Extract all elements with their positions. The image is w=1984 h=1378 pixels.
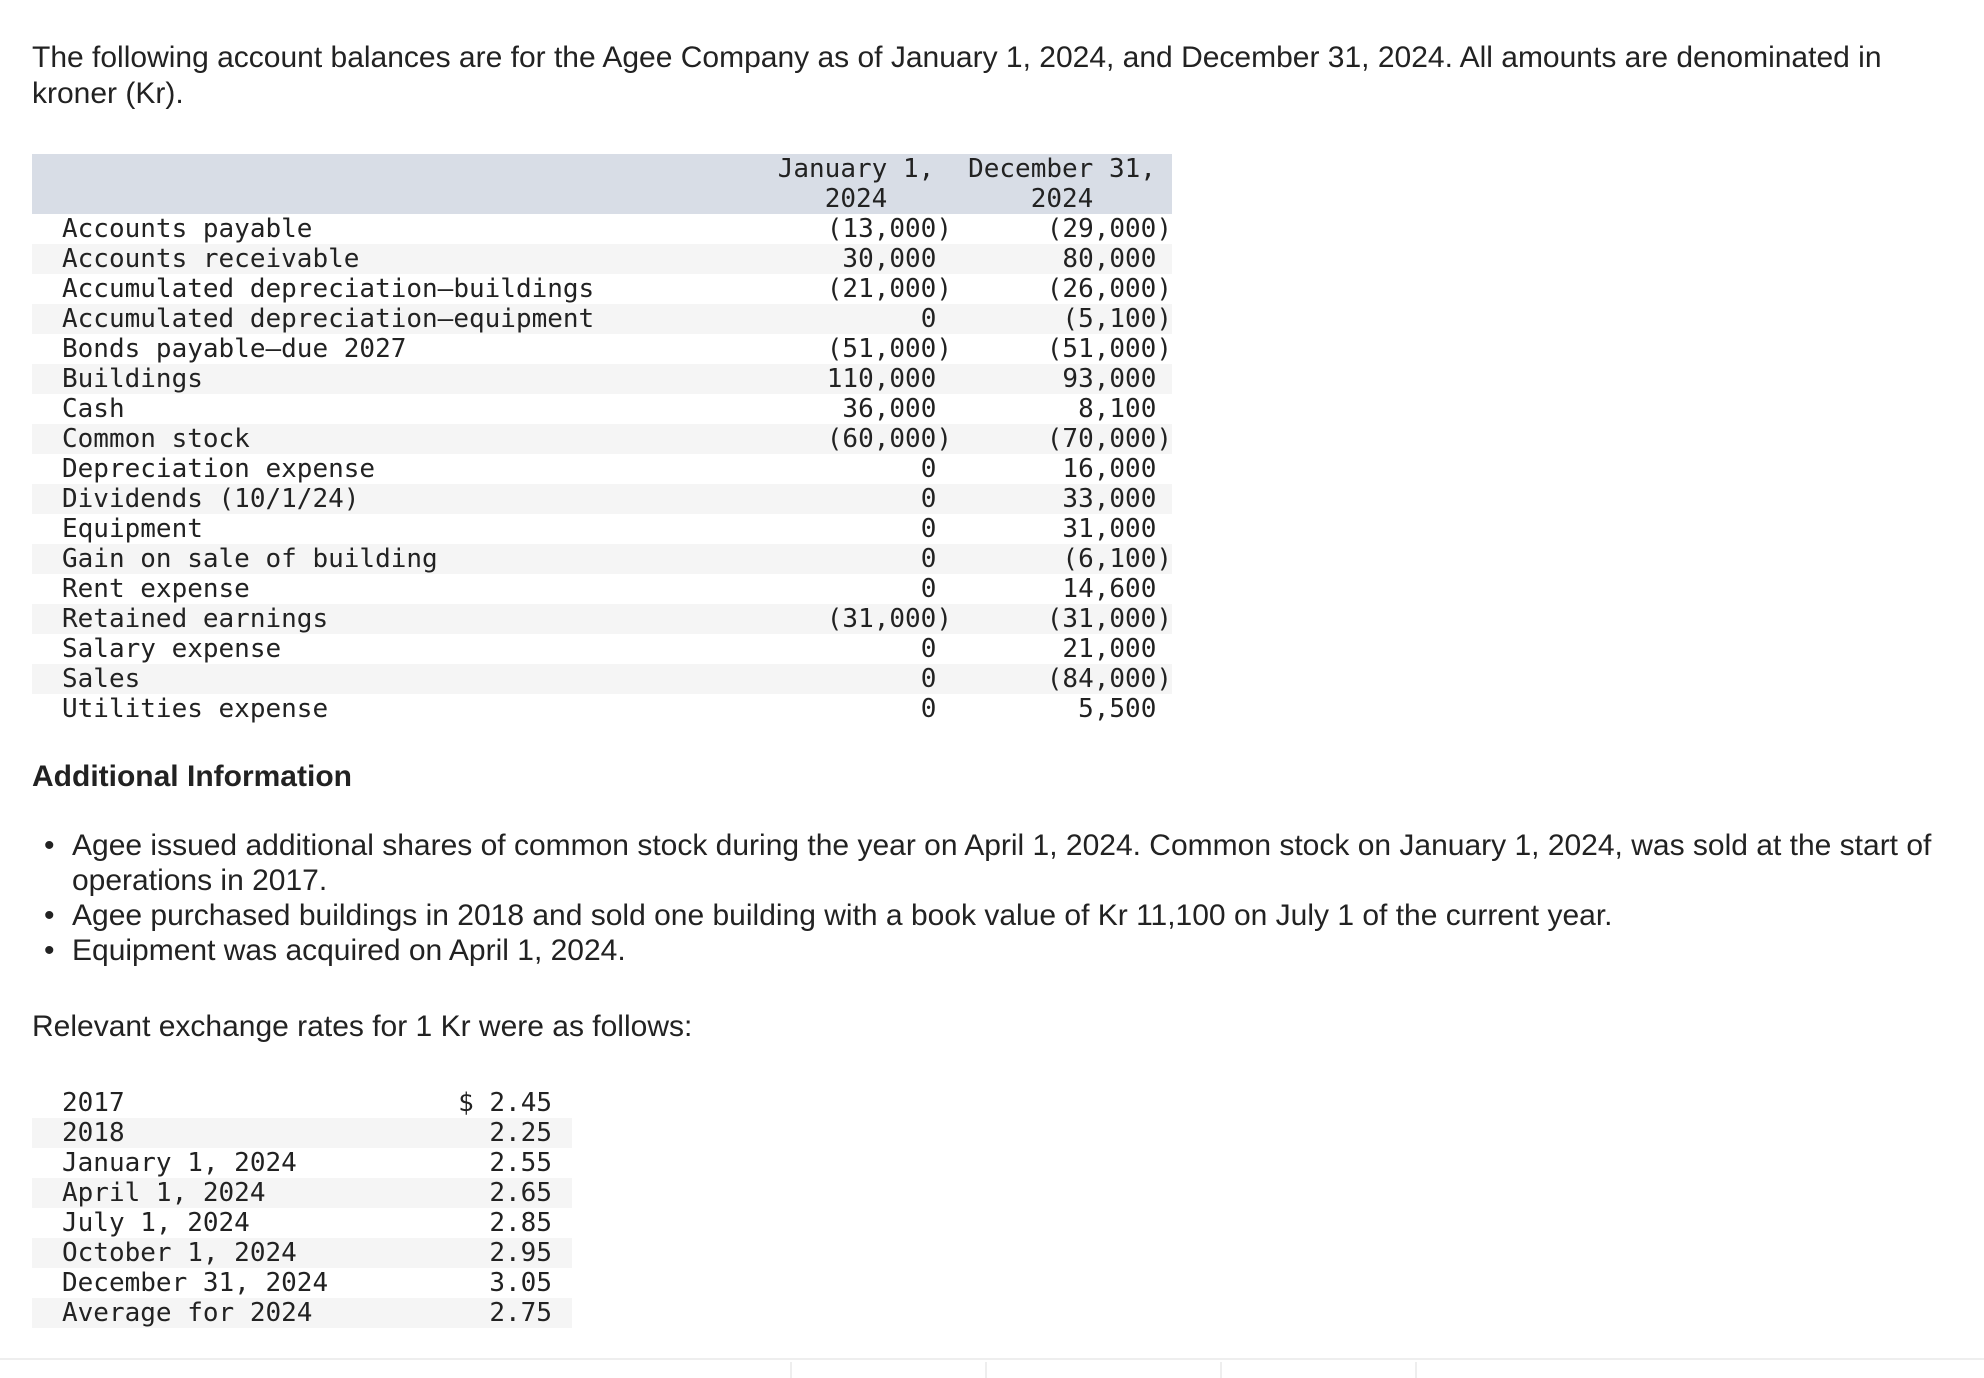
- header-january-1-2024: January 1, 2024: [760, 154, 952, 214]
- account-name: Depreciation expense: [62, 454, 376, 484]
- account-name: Accounts receivable: [32, 244, 760, 274]
- account-name: Accounts payable: [62, 214, 313, 244]
- bottom-divider-tick: [985, 1362, 987, 1378]
- dec-balance: 80,000: [952, 244, 1172, 274]
- dec-balance: (51,000): [1046, 334, 1172, 364]
- table-row: [32, 604, 1172, 634]
- table-row: [32, 1088, 572, 1118]
- table-header-row: [32, 154, 1172, 214]
- account-name: Cash: [62, 394, 125, 424]
- list-item: • Agee purchased buildings in 2018 and sold one building with a book value of Kr 11,100 on July 1 of the current year.: [72, 898, 1972, 933]
- account-name: Equipment: [62, 514, 203, 544]
- rate-value: $ 2.45: [458, 1088, 552, 1118]
- additional-information-list: [32, 828, 1972, 968]
- dec-balance: 21,000: [1062, 634, 1172, 664]
- account-name: Gain on sale of building: [32, 544, 760, 574]
- rate-period: July 1, 2024: [62, 1208, 250, 1238]
- table-row: [32, 214, 1172, 244]
- jan-balance: (31,000): [760, 604, 952, 634]
- jan-balance: 36,000: [842, 394, 952, 424]
- bottom-divider-tick: [1415, 1362, 1417, 1378]
- account-name: Dividends (10/1/24): [32, 484, 760, 514]
- table-row: [32, 1118, 572, 1148]
- account-name: Utilities expense: [62, 694, 329, 724]
- intro-paragraph: The following account balances are for the Agee Company as of January 1, 2024, and December 31, 2024. All amounts are denominated in kroner (Kr).: [32, 41, 1882, 110]
- list-item: • Agee issued additional shares of common stock during the year on April 1, 2024. Common stock on January 1, 2024, was sold at the start of operations in 2017.: [72, 828, 1972, 898]
- dec-balance: 93,000: [952, 364, 1172, 394]
- jan-balance: 110,000: [760, 364, 952, 394]
- dec-balance: (84,000): [952, 664, 1172, 694]
- table-row: [32, 1178, 572, 1208]
- table-row: [32, 304, 1172, 334]
- jan-balance: 0: [920, 694, 952, 724]
- bottom-divider-tick: [1220, 1362, 1222, 1378]
- jan-balance: 0: [760, 664, 952, 694]
- rate-period: December 31, 2024: [62, 1268, 329, 1298]
- account-name: Salary expense: [62, 634, 282, 664]
- table-row: [32, 1268, 572, 1298]
- rate-period: 2017: [62, 1088, 125, 1118]
- dec-balance: 8,100: [1078, 394, 1172, 424]
- account-name: Retained earnings: [32, 604, 760, 634]
- rate-period: January 1, 2024: [62, 1148, 297, 1178]
- header-december-31-2024: December 31, 2024: [952, 154, 1172, 214]
- jan-balance: (60,000): [760, 424, 952, 454]
- rate-period: 2018: [32, 1118, 442, 1148]
- account-name: Sales: [32, 664, 760, 694]
- table-row: [32, 244, 1172, 274]
- rate-period: April 1, 2024: [32, 1178, 442, 1208]
- rate-period: Average for 2024: [32, 1298, 442, 1328]
- table-row: [32, 664, 1172, 694]
- rate-value: 2.95: [442, 1238, 572, 1268]
- account-balances-table: [32, 154, 1172, 724]
- jan-balance: 0: [920, 454, 952, 484]
- table-row: [32, 334, 1172, 364]
- exchange-rates-intro: Relevant exchange rates for 1 Kr were as follows:: [32, 1010, 693, 1043]
- rate-value: 2.55: [489, 1148, 552, 1178]
- table-row: [32, 544, 1172, 574]
- dec-balance: (29,000): [1046, 214, 1172, 244]
- table-row: [32, 394, 1172, 424]
- account-name: Rent expense: [62, 574, 250, 604]
- table-row: [32, 1148, 572, 1178]
- rate-value: 3.05: [489, 1268, 552, 1298]
- jan-balance: (13,000): [826, 214, 952, 244]
- account-name: Buildings: [32, 364, 760, 394]
- dec-balance: 5,500: [1078, 694, 1172, 724]
- dec-balance: (31,000): [952, 604, 1172, 634]
- table-row: [32, 634, 1172, 664]
- account-name: Bonds payable—due 2027: [62, 334, 407, 364]
- table-row: [32, 1208, 572, 1238]
- table-row: [32, 454, 1172, 484]
- table-row: [32, 514, 1172, 544]
- account-name: Accumulated depreciation—buildings: [62, 274, 595, 304]
- dec-balance: (6,100): [952, 544, 1172, 574]
- dec-balance: (5,100): [952, 304, 1172, 334]
- bottom-divider-tick: [790, 1362, 792, 1378]
- rate-value: 2.25: [442, 1118, 572, 1148]
- rate-value: 2.85: [489, 1208, 552, 1238]
- table-row: [32, 364, 1172, 394]
- dec-balance: (26,000): [1046, 274, 1172, 304]
- rate-period: October 1, 2024: [32, 1238, 442, 1268]
- jan-balance: 30,000: [760, 244, 952, 274]
- jan-balance: 0: [920, 634, 952, 664]
- rate-value: 2.65: [442, 1178, 572, 1208]
- dec-balance: (70,000): [952, 424, 1172, 454]
- jan-balance: 0: [920, 514, 952, 544]
- dec-balance: 31,000: [1062, 514, 1172, 544]
- rate-value: 2.75: [442, 1298, 572, 1328]
- dec-balance: 33,000: [952, 484, 1172, 514]
- jan-balance: 0: [760, 484, 952, 514]
- list-item: • Equipment was acquired on April 1, 2024.: [72, 933, 1972, 968]
- jan-balance: (51,000): [826, 334, 952, 364]
- table-row: [32, 274, 1172, 304]
- dec-balance: 16,000: [1062, 454, 1172, 484]
- jan-balance: 0: [760, 304, 952, 334]
- account-name: Accumulated depreciation—equipment: [32, 304, 760, 334]
- table-row: [32, 574, 1172, 604]
- header-account: [32, 154, 760, 214]
- table-row: [32, 1298, 572, 1328]
- jan-balance: 0: [920, 574, 952, 604]
- jan-balance: (21,000): [826, 274, 952, 304]
- exchange-rates-table: [32, 1088, 572, 1328]
- dec-balance: 14,600: [1062, 574, 1172, 604]
- table-row: [32, 694, 1172, 724]
- table-row: [32, 1238, 572, 1268]
- bottom-divider: [0, 1358, 1984, 1360]
- jan-balance: 0: [760, 544, 952, 574]
- table-row: [32, 424, 1172, 454]
- account-name: Common stock: [32, 424, 760, 454]
- additional-information-heading: Additional Information: [32, 760, 352, 793]
- table-row: [32, 484, 1172, 514]
